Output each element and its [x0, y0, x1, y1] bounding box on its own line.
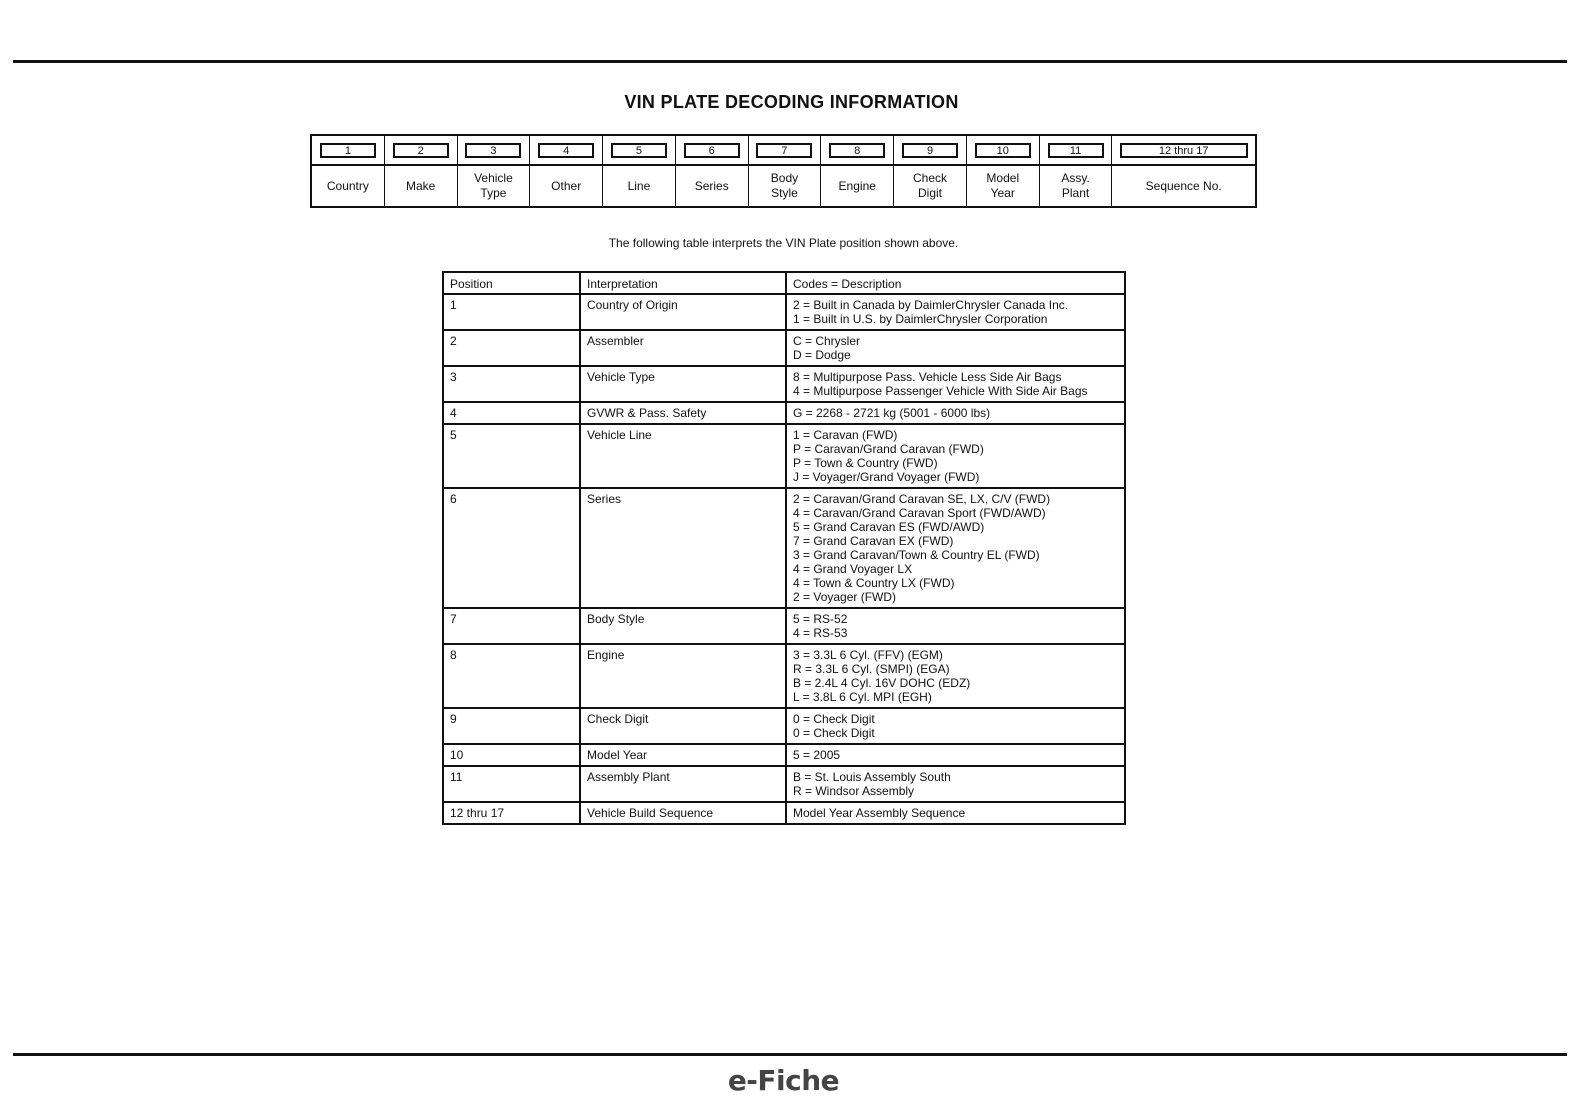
vin-position-label: Model Year	[986, 171, 1020, 200]
vin-position-cell	[821, 136, 894, 206]
table-row	[443, 766, 1125, 802]
cell-position: 5	[443, 424, 580, 488]
code-line: 0 = Check Digit	[793, 712, 875, 726]
table-note: The following table interprets the VIN Plate position shown above.	[608, 236, 959, 250]
cell-codes	[786, 644, 1125, 708]
table-row	[443, 366, 1125, 402]
code-line: C = Chrysler	[793, 334, 861, 348]
vin-position-label: Check Digit	[913, 171, 948, 200]
cell-interpretation: GVWR & Pass. Safety	[580, 402, 786, 424]
code-line: Model Year Assembly Sequence	[793, 806, 966, 820]
cell-interpretation: Vehicle Type	[580, 366, 786, 402]
code-line: R = Windsor Assembly	[793, 784, 915, 798]
cell-position: 3	[443, 366, 580, 402]
vin-position-number-row	[312, 136, 384, 166]
vin-position-number-row	[894, 136, 966, 166]
cell-codes	[786, 708, 1125, 744]
cell-codes	[786, 424, 1125, 488]
code-line: D = Dodge	[793, 348, 851, 362]
code-line: 4 = Town & Country LX (FWD)	[793, 576, 955, 590]
code-line: 4 = RS-53	[793, 626, 848, 640]
top-rule	[13, 60, 1567, 63]
vin-position-number: 11	[1048, 143, 1104, 158]
table-row	[443, 424, 1125, 488]
cell-interpretation: Body Style	[580, 608, 786, 644]
vin-position-number-row	[1040, 136, 1112, 166]
code-line: 1 = Caravan (FWD)	[793, 428, 898, 442]
table-header-row	[443, 272, 1125, 294]
cell-interpretation: Series	[580, 488, 786, 608]
vin-position-number-row	[676, 136, 748, 166]
code-line: 2 = Caravan/Grand Caravan SE, LX, C/V (FWD)	[793, 492, 1051, 506]
cell-interpretation: Engine	[580, 644, 786, 708]
vin-position-label: Line	[627, 178, 651, 193]
vin-position-number: 8	[829, 143, 885, 158]
vin-position-number: 4	[538, 143, 594, 158]
code-line: L = 3.8L 6 Cyl. MPI (EGH)	[793, 690, 932, 704]
vin-position-number: 1	[320, 143, 376, 158]
code-line: 5 = Grand Caravan ES (FWD/AWD)	[793, 520, 985, 534]
code-line: 1 = Built in U.S. by DaimlerChrysler Corporation	[793, 312, 1048, 326]
cell-codes	[786, 802, 1125, 824]
cell-position: 4	[443, 402, 580, 424]
header-codes: Codes = Description	[786, 272, 1125, 294]
cell-interpretation: Vehicle Line	[580, 424, 786, 488]
cell-position: 2	[443, 330, 580, 366]
cell-position: 7	[443, 608, 580, 644]
table-row	[443, 708, 1125, 744]
header-interpretation: Interpretation	[580, 272, 786, 294]
code-line: 5 = RS-52	[793, 612, 848, 626]
table-row	[443, 644, 1125, 708]
vin-position-number: 9	[902, 143, 958, 158]
cell-codes	[786, 402, 1125, 424]
table-row	[443, 294, 1125, 330]
cell-position: 1	[443, 294, 580, 330]
code-line: 7 = Grand Caravan EX (FWD)	[793, 534, 954, 548]
vin-position-cell	[385, 136, 458, 206]
vin-position-label: Vehicle Type	[474, 171, 513, 200]
vin-position-number: 2	[393, 143, 449, 158]
cell-position: 9	[443, 708, 580, 744]
code-line: J = Voyager/Grand Voyager (FWD)	[793, 470, 980, 484]
vin-position-strip	[310, 134, 1257, 208]
vin-position-label: Series	[694, 178, 729, 193]
vin-position-cell	[1040, 136, 1113, 206]
code-line: 3 = 3.3L 6 Cyl. (FFV) (EGM)	[793, 648, 943, 662]
cell-position: 8	[443, 644, 580, 708]
cell-interpretation: Check Digit	[580, 708, 786, 744]
table-row	[443, 488, 1125, 608]
page-title: VIN PLATE DECODING INFORMATION	[624, 92, 959, 112]
cell-position: 11	[443, 766, 580, 802]
table-row	[443, 402, 1125, 424]
vin-position-number-row	[458, 136, 530, 166]
vin-position-cell	[530, 136, 603, 206]
cell-position: 10	[443, 744, 580, 766]
vin-position-cell	[1112, 136, 1255, 206]
vin-position-number: 3	[465, 143, 521, 158]
vin-position-cell	[312, 136, 385, 206]
cell-codes	[786, 330, 1125, 366]
code-line: R = 3.3L 6 Cyl. (SMPI) (EGA)	[793, 662, 950, 676]
vin-position-number-row	[821, 136, 893, 166]
table-row	[443, 744, 1125, 766]
code-line: B = 2.4L 4 Cyl. 16V DOHC (EDZ)	[793, 676, 971, 690]
vin-position-number: 6	[684, 143, 740, 158]
cell-codes	[786, 744, 1125, 766]
bottom-rule	[13, 1053, 1567, 1056]
vin-position-number-row	[749, 136, 821, 166]
cell-codes	[786, 366, 1125, 402]
vin-position-number: 5	[611, 143, 667, 158]
code-line: 4 = Multipurpose Passenger Vehicle With Side Air Bags	[793, 384, 1088, 398]
table-row	[443, 608, 1125, 644]
cell-position: 6	[443, 488, 580, 608]
vin-position-number-row	[1112, 136, 1255, 166]
vin-position-cell	[603, 136, 676, 206]
code-line: 4 = Caravan/Grand Caravan Sport (FWD/AWD)	[793, 506, 1046, 520]
code-line: 4 = Grand Voyager LX	[793, 562, 913, 576]
cell-interpretation: Model Year	[580, 744, 786, 766]
cell-codes	[786, 608, 1125, 644]
cell-interpretation: Assembler	[580, 330, 786, 366]
vin-position-number-row	[603, 136, 675, 166]
vin-position-label: Engine	[838, 178, 876, 193]
header-position: Position	[443, 272, 580, 294]
code-line: 3 = Grand Caravan/Town & Country EL (FWD)	[793, 548, 1040, 562]
cell-codes	[786, 766, 1125, 802]
cell-codes	[786, 488, 1125, 608]
code-line: 5 = 2005	[793, 748, 841, 762]
vin-position-label: Body Style	[770, 171, 799, 200]
code-line: P = Caravan/Grand Caravan (FWD)	[793, 442, 984, 456]
vin-position-cell	[967, 136, 1040, 206]
vin-position-label: Make	[405, 178, 436, 193]
vin-decoding-table	[442, 271, 1126, 825]
table-row	[443, 802, 1125, 824]
code-line: 2 = Built in Canada by DaimlerChrysler Canada Inc.	[793, 298, 1069, 312]
cell-codes	[786, 294, 1125, 330]
vin-position-number: 12 thru 17	[1120, 143, 1248, 158]
code-line: 0 = Check Digit	[793, 726, 875, 740]
efiche-logo: e-Fiche	[727, 1064, 840, 1097]
code-line: G = 2268 - 2721 kg (5001 - 6000 lbs)	[793, 406, 991, 420]
vin-position-number: 7	[756, 143, 812, 158]
code-line: B = St. Louis Assembly South	[793, 770, 951, 784]
vin-position-cell	[894, 136, 967, 206]
cell-interpretation: Assembly Plant	[580, 766, 786, 802]
code-line: P = Town & Country (FWD)	[793, 456, 938, 470]
vin-position-number-row	[385, 136, 457, 166]
table-row	[443, 330, 1125, 366]
vin-position-cell	[676, 136, 749, 206]
cell-interpretation: Vehicle Build Sequence	[580, 802, 786, 824]
cell-interpretation: Country of Origin	[580, 294, 786, 330]
code-line: 2 = Voyager (FWD)	[793, 590, 897, 604]
vin-position-cell	[749, 136, 822, 206]
vin-position-number: 10	[975, 143, 1031, 158]
vin-position-number-row	[530, 136, 602, 166]
vin-position-label: Assy. Plant	[1061, 171, 1090, 200]
cell-position: 12 thru 17	[443, 802, 580, 824]
vin-position-number-row	[967, 136, 1039, 166]
vin-position-label: Other	[551, 178, 582, 193]
code-line: 8 = Multipurpose Pass. Vehicle Less Side Air Bags	[793, 370, 1062, 384]
vin-position-label: Sequence No.	[1145, 178, 1222, 193]
vin-position-label: Country	[326, 178, 369, 193]
vin-position-cell	[458, 136, 531, 206]
